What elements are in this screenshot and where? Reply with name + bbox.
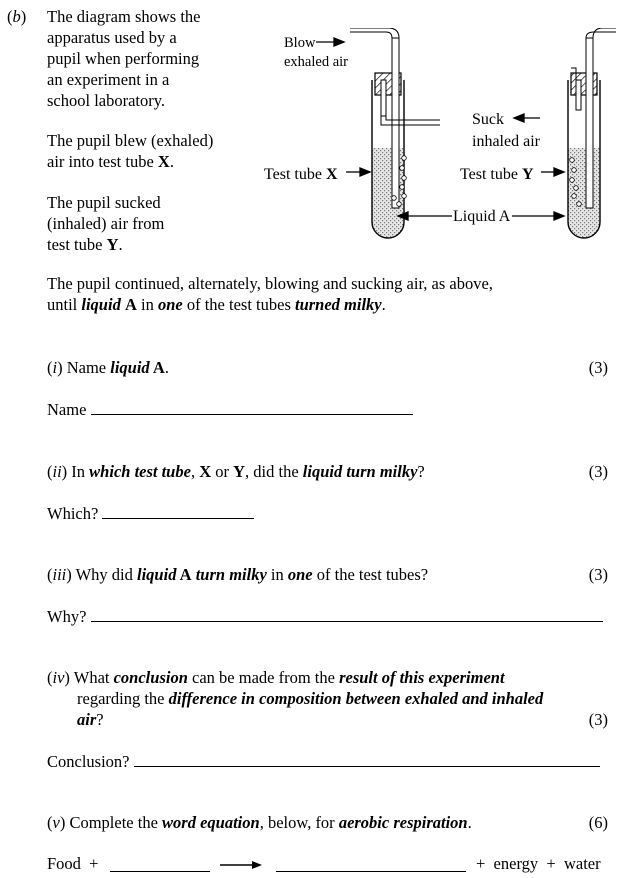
question-ii: (ii) In which test tube, X or Y, did the liquid turn milky? [47,462,425,481]
intro-line: pupil when performing [47,49,200,68]
question-i: (i) Name liquid A. [47,358,169,377]
test-tube-x [350,28,440,238]
test-tube-x-label: Test tube X [264,166,338,183]
sucked-text: The pupil sucked (inhaled) air from test tube Y. [47,193,165,254]
intro-line: The diagram shows the [47,7,201,26]
yields-arrow-icon [220,858,264,872]
equation-tail: + energy + water [476,854,601,873]
intro-text [47,6,201,111]
name-answer-field[interactable] [91,398,413,415]
blew-text: The pupil blew (exhaled) air into test tube X. [47,131,214,171]
suck-label: Suck [472,111,504,128]
equation-blank-1[interactable] [110,855,210,872]
which-answer-field[interactable] [102,502,254,519]
answer-row-ii: Which? [47,502,254,524]
blow-label: Blow [284,35,316,51]
diagram-arrows [316,38,564,220]
test-tube-y [568,28,616,238]
answer-row-i: Name [47,398,413,420]
equation-food: Food + [47,854,99,873]
intro-line: an experiment in a [47,70,170,89]
equation-blank-2[interactable] [276,855,466,872]
marks-i: (3) [588,358,608,377]
apparatus-diagram [258,28,616,246]
test-tube-y-label: Test tube Y [460,166,534,183]
continued-text: The pupil continued, alternately, blowing and sucking air, as above, until liquid A in one of the test tubes turned milky. [47,274,493,314]
exhaled-air-label: exhaled air [284,54,349,70]
answer-row-iii: Why? [47,605,603,627]
marks-v: (6) [588,813,608,832]
intro-line: apparatus used by a [47,28,177,47]
answer-row-iv: Conclusion? [47,750,600,772]
why-answer-field[interactable] [91,605,603,622]
conclusion-answer-field[interactable] [134,750,600,767]
marks-iii: (3) [588,565,608,584]
marks-ii: (3) [588,462,608,481]
question-iv: (iv) What conclusion can be made from the result of this experiment regarding the difference in composition between exhaled and inhaled air? [47,668,544,729]
question-v: (v) Complete the word equation, below, for aerobic respiration. [47,813,472,832]
liquid-a-label: Liquid A [453,208,511,225]
part-label: (b) [7,7,27,26]
intro-line: school laboratory. [47,91,166,110]
inhaled-air-label: inhaled air [472,133,540,150]
marks-iv: (3) [588,710,608,729]
question-iii: (iii) Why did liquid A turn milky in one of the test tubes? [47,565,429,584]
